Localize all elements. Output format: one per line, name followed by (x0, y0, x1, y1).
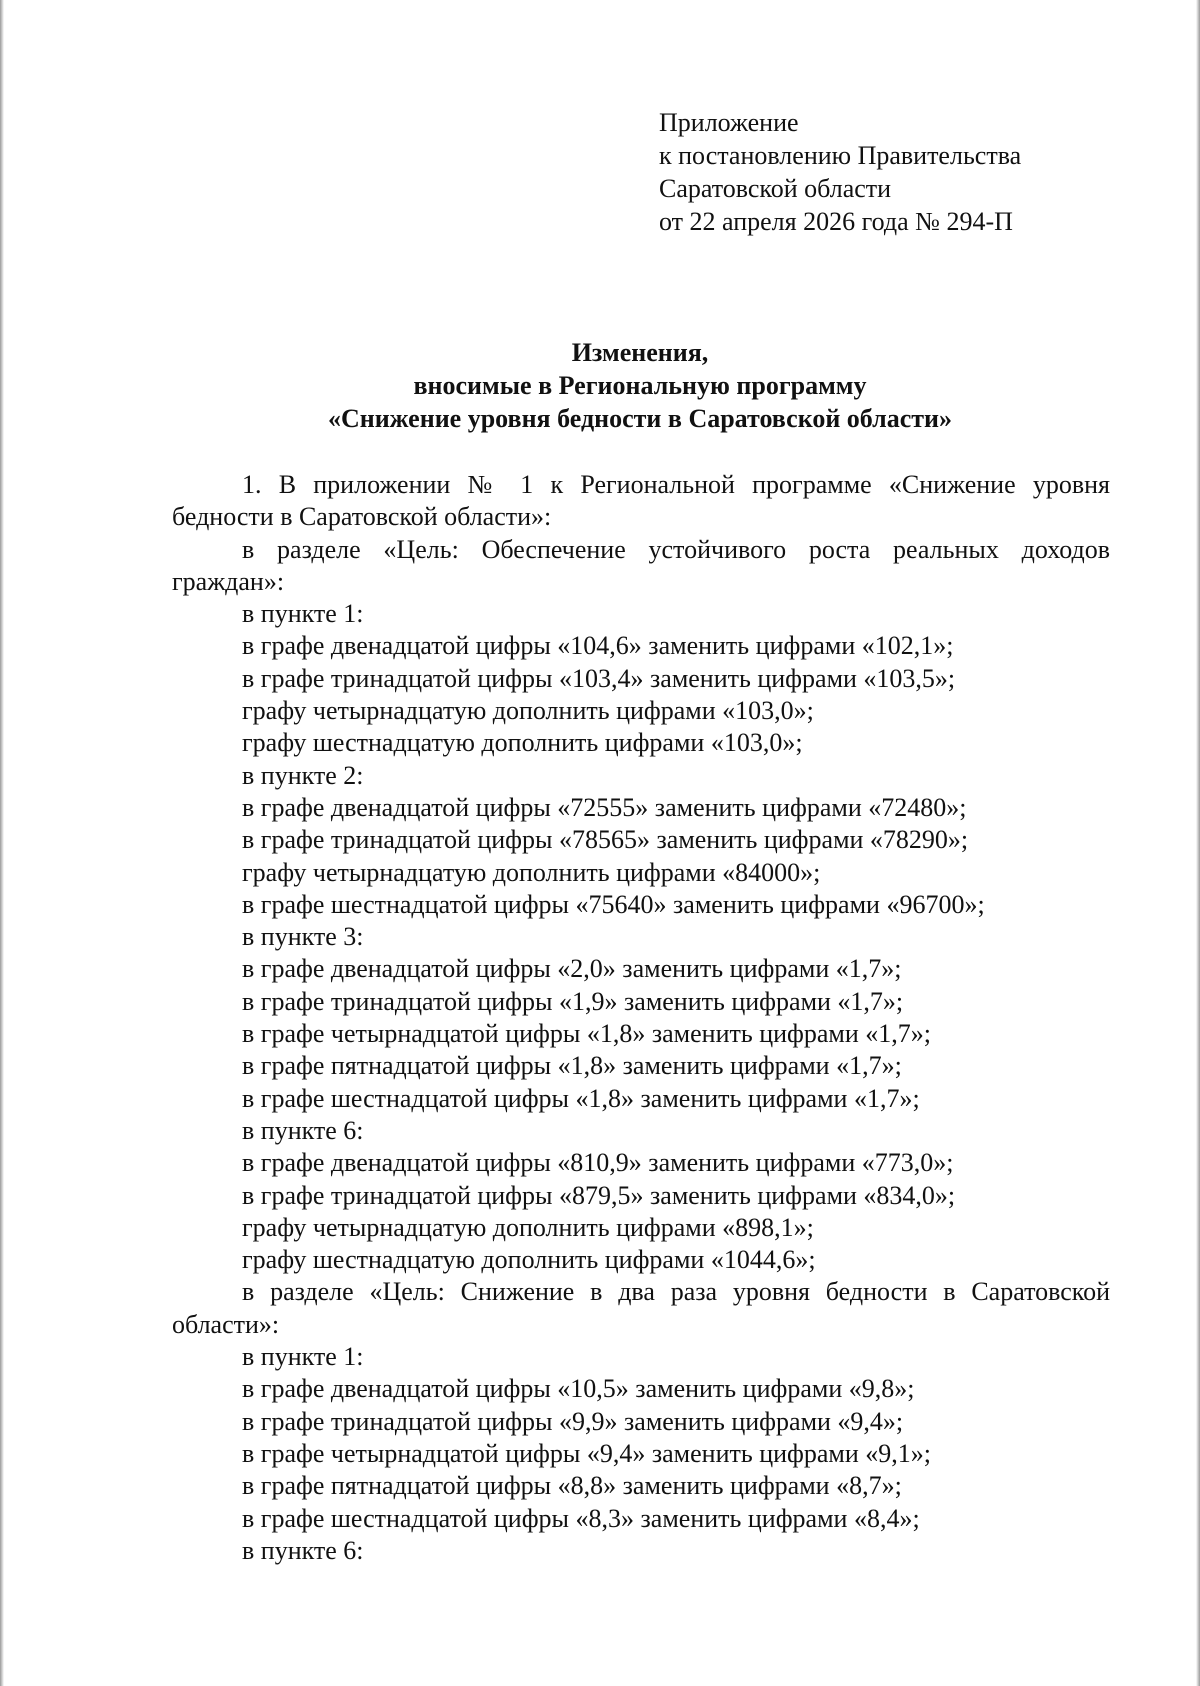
title-line-3: «Снижение уровня бедности в Саратовской области» (327, 404, 953, 433)
list-item: в графе двенадцатой цифры «10,5» заменить цифрами «9,8»; (242, 1374, 915, 1404)
region-label: Саратовской области (659, 174, 892, 203)
list-item: графу шестнадцатую дополнить цифрами «103,0»; (242, 728, 803, 758)
title-line-2: вносимые в Региональную программу (413, 371, 867, 400)
list-item: в графе шестнадцатой цифры «1,8» заменить цифрами «1,7»; (242, 1083, 920, 1113)
approval-header (659, 106, 1021, 238)
resolution-label: к постановлению Правительства (659, 141, 1022, 170)
list-item: в графе пятнадцатой цифры «8,8» заменить цифрами «8,7»; (242, 1471, 902, 1501)
date-number-label: от 22 апреля 2026 года № 294-П (659, 207, 1013, 236)
list-item: графу четырнадцатую дополнить цифрами «84000»; (242, 857, 821, 887)
list-item: в графе шестнадцатой цифры «75640» заменить цифрами «96700»; (242, 889, 985, 919)
list-item: графу четырнадцатую дополнить цифрами «103,0»; (242, 696, 814, 726)
list-item: в пункте 3: (242, 922, 364, 952)
list-item: в графе четырнадцатой цифры «9,4» заменить цифрами «9,1»; (242, 1438, 932, 1468)
list-item: в графе тринадцатой цифры «9,9» заменить цифрами «9,4»; (242, 1406, 904, 1436)
list-item: графу четырнадцатую дополнить цифрами «898,1»; (242, 1212, 814, 1242)
list-item: в графе двенадцатой цифры «2,0» заменить цифрами «1,7»; (242, 954, 902, 984)
section-2-heading-line-1: в разделе «Цель: Снижение в два раза уровня бедности в Саратовской (242, 1277, 1110, 1307)
list-item: в графе тринадцатой цифры «1,9» заменить цифрами «1,7»; (242, 986, 904, 1016)
list-item: в графе тринадцатой цифры «103,4» заменить цифрами «103,5»; (242, 663, 956, 693)
scan-edge-right (1196, 0, 1200, 1686)
document-title (0, 336, 1200, 435)
list-item: в графе двенадцатой цифры «810,9» заменить цифрами «773,0»; (242, 1148, 954, 1178)
document-body (172, 469, 1110, 1567)
list-item: в графе пятнадцатой цифры «1,8» заменить цифрами «1,7»; (242, 1051, 902, 1081)
paragraph-1-line-1: 1. В приложении № 1 к Региональной программе «Снижение уровня (242, 470, 1110, 499)
list-item: в пункте 1: (242, 1342, 364, 1372)
scan-edge-left (0, 0, 4, 1686)
list-item: в пункте 2: (242, 760, 364, 790)
list-item: в пункте 1: (242, 599, 364, 629)
list-item: в графе тринадцатой цифры «879,5» заменить цифрами «834,0»; (242, 1180, 956, 1210)
section-2-heading-line-2: области»: (172, 1309, 280, 1339)
list-item: в пункте 6: (242, 1535, 364, 1565)
appendix-label: Приложение (659, 108, 799, 137)
section-1-heading-line-1: в разделе «Цель: Обеспечение устойчивого роста реальных доходов (242, 534, 1110, 564)
section-1-heading-line-2: граждан»: (172, 566, 285, 596)
paragraph-1-line-2: бедности в Саратовской области»: (172, 502, 552, 532)
list-item: в графе двенадцатой цифры «104,6» заменить цифрами «102,1»; (242, 631, 954, 661)
title-line-1: Изменения, (571, 338, 709, 367)
list-item: в графе двенадцатой цифры «72555» заменить цифрами «72480»; (242, 792, 967, 822)
list-item: в графе шестнадцатой цифры «8,3» заменить цифрами «8,4»; (242, 1503, 920, 1533)
list-item: графу шестнадцатую дополнить цифрами «1044,6»; (242, 1245, 816, 1275)
list-item: в графе четырнадцатой цифры «1,8» заменить цифрами «1,7»; (242, 1019, 932, 1049)
list-item: в графе тринадцатой цифры «78565» заменить цифрами «78290»; (242, 825, 969, 855)
list-item: в пункте 6: (242, 1115, 364, 1145)
